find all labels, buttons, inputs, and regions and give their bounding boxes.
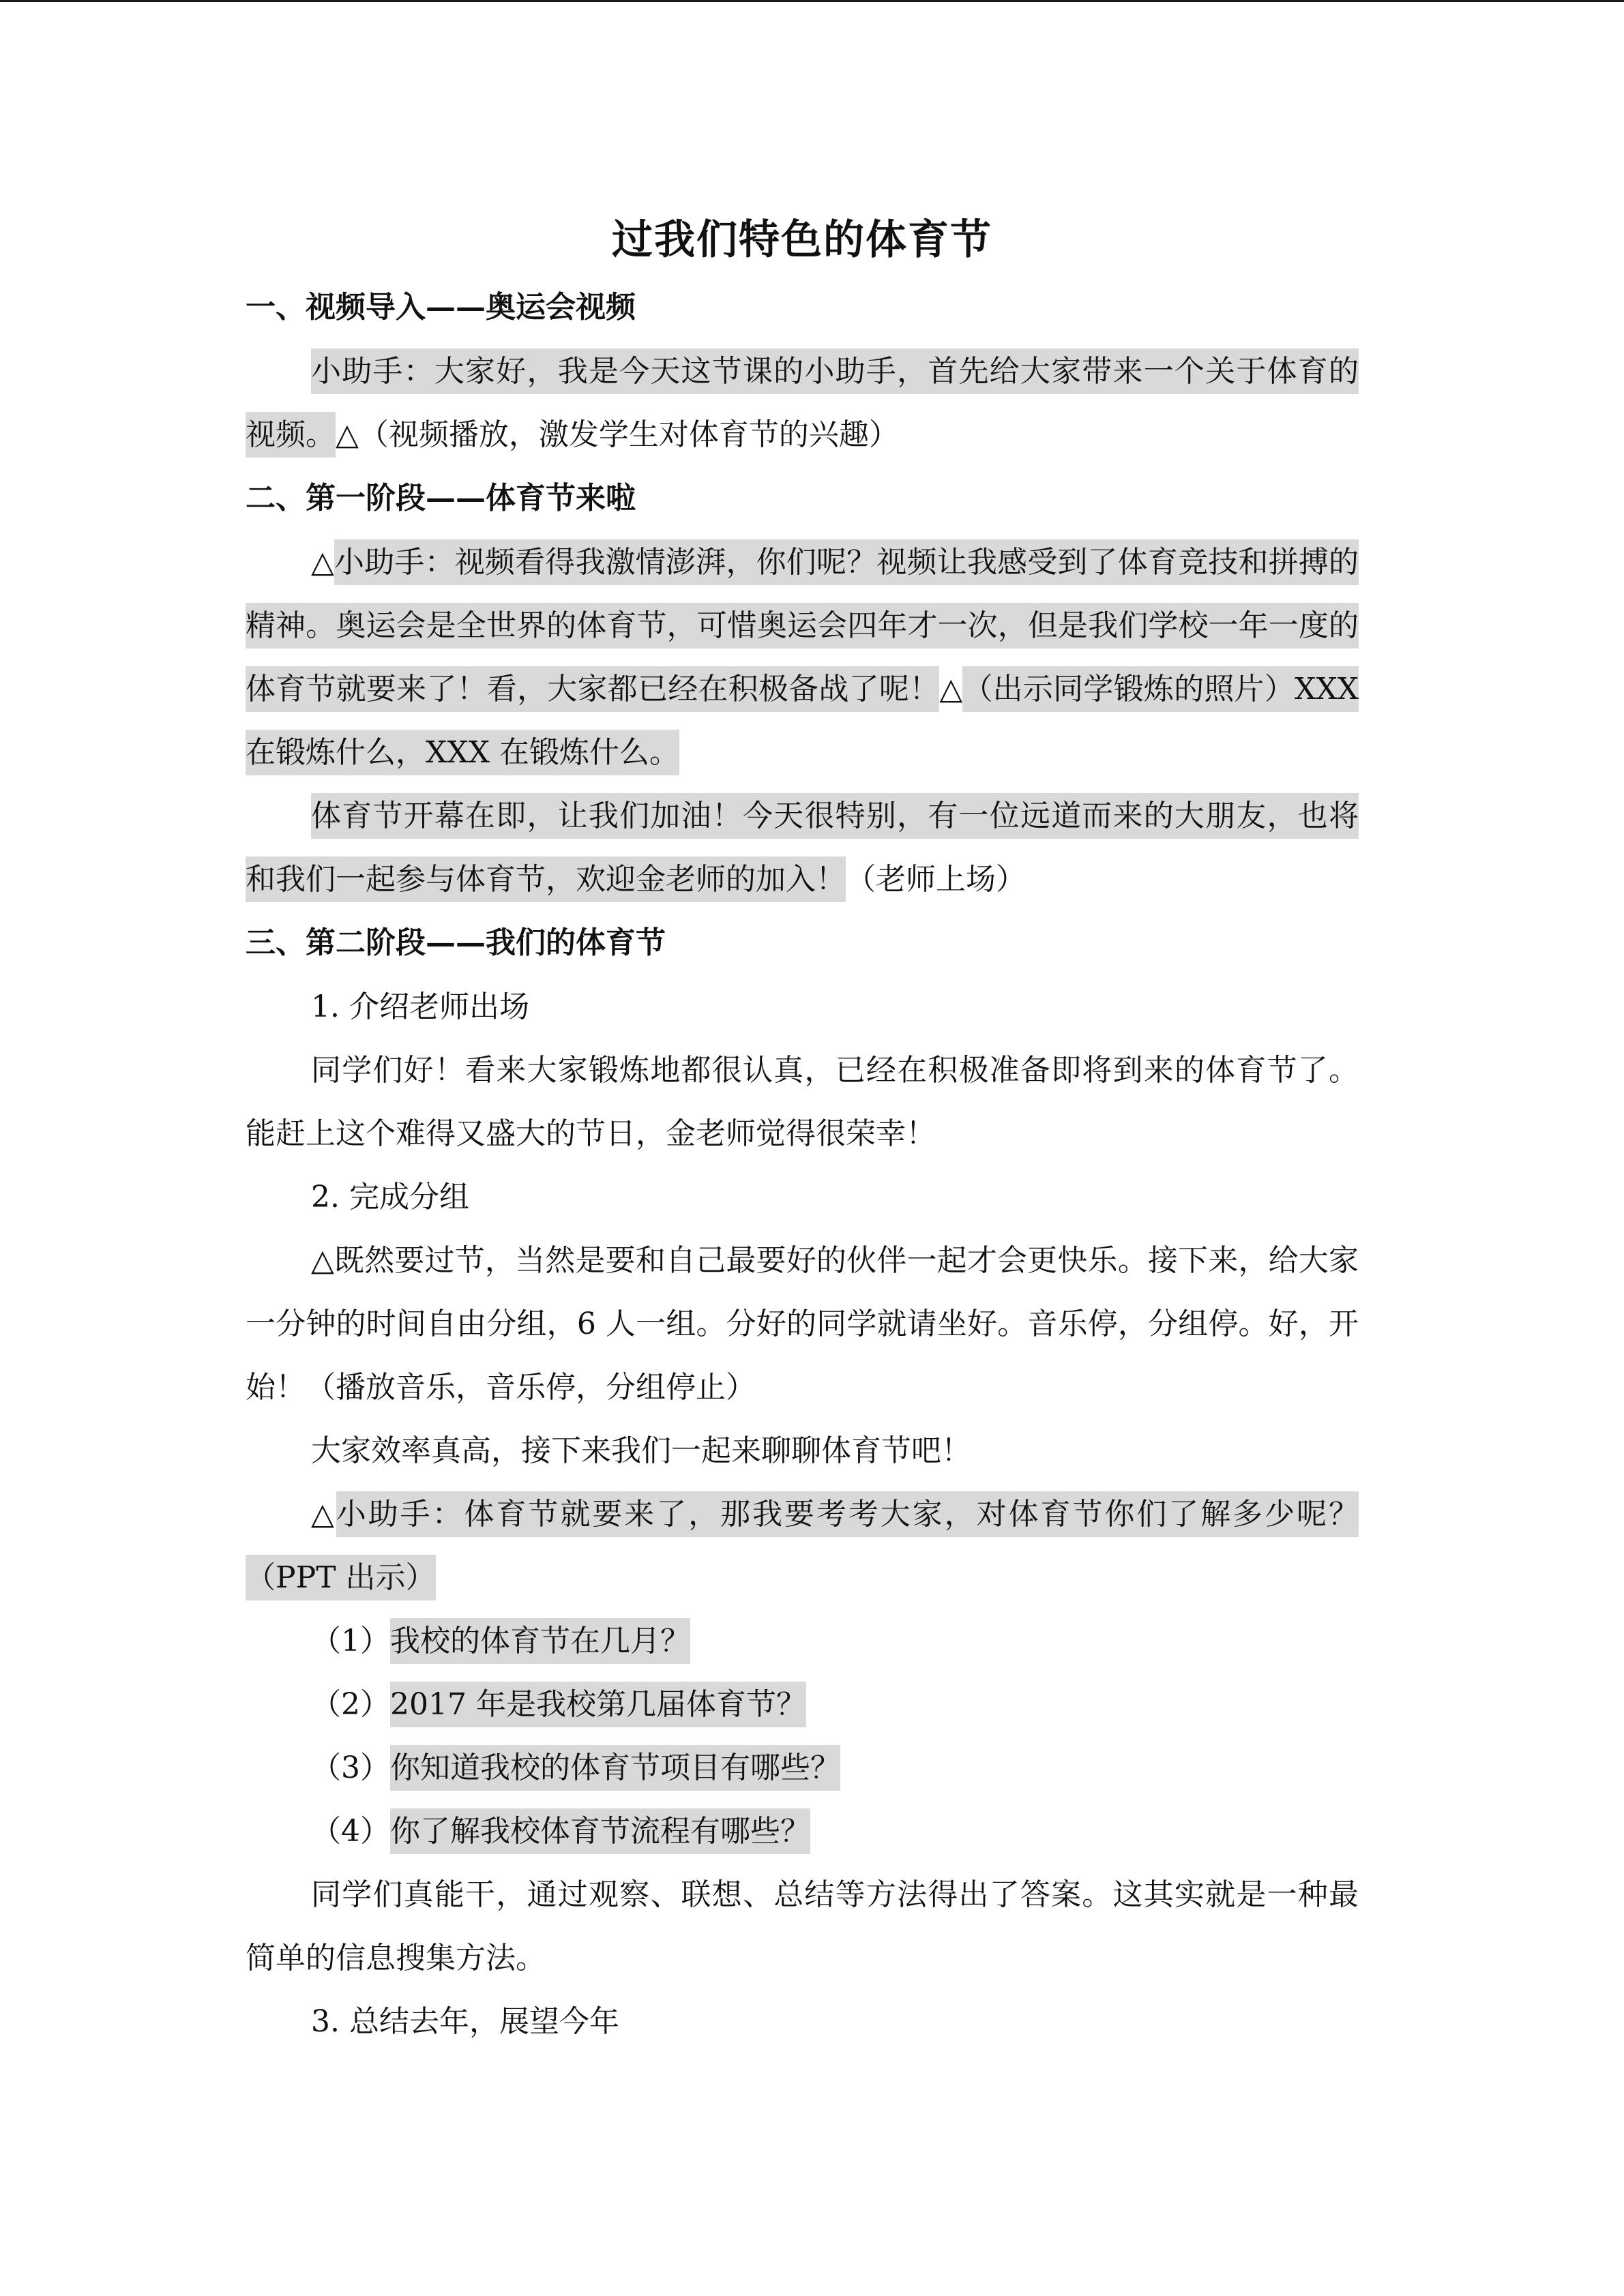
question-3 <box>246 1736 1359 1800</box>
numbered-item-2: 2. 完成分组 <box>311 1180 469 1214</box>
question-2 <box>246 1673 1359 1736</box>
question-text: 你了解我校体育节流程有哪些？ <box>390 1808 810 1854</box>
triangle-marker: △ <box>311 1497 336 1532</box>
numbered-item-1: 1. 介绍老师出场 <box>311 989 529 1024</box>
question-number: （1） <box>311 1624 390 1658</box>
triangle-marker: △ <box>939 672 963 706</box>
question-number: （2） <box>311 1687 390 1722</box>
document-page <box>246 205 1359 2053</box>
question-4 <box>246 1800 1359 1863</box>
highlighted-text: 体育节开幕在即，让我们加油！今天很特别，有一位远道而来的大朋友，也将和我们一起参与体育节，欢迎金老师的加入！ <box>246 793 1359 902</box>
highlighted-text: 小助手：大家好，我是今天这节课的小助手，首先给大家带来一个关于体育的视频。 <box>246 348 1359 458</box>
highlighted-text: 小助手：视频看得我激情澎湃，你们呢？视频让我感受到了体育竞技和拼搏的精神。奥运会是全世界的体育节，可惜奥运会四年才一次，但是我们学校一年一度的体育节就要来了！看，大家都已经在积极备战了呢！ <box>246 539 1359 712</box>
paragraph-video-intro <box>246 340 1359 466</box>
paragraph-grouping: △既然要过节，当然是要和自己最要好的伙伴一起才会更快乐。接下来，给大家一分钟的时间自由分组，6 人一组。分好的同学就请坐好。音乐停，分组停。好，开始！（播放音乐，音乐停，分组停止） <box>246 1243 1359 1405</box>
paragraph-assistant-speech <box>246 531 1359 784</box>
paragraph-teacher-greeting: 同学们好！看来大家锻炼地都很认真，已经在积极准备即将到来的体育节了。能赶上这个难得又盛大的节日，金老师觉得很荣幸！ <box>246 1053 1359 1151</box>
question-text: 我校的体育节在几月？ <box>390 1618 690 1664</box>
question-1 <box>246 1609 1359 1673</box>
question-text: 你知道我校的体育节项目有哪些？ <box>390 1745 840 1791</box>
question-text: 2017 年是我校第几届体育节？ <box>390 1682 806 1727</box>
section-heading-3: 三、第二阶段——我们的体育节 <box>246 925 666 960</box>
stage-direction: △（视频播放，激发学生对体育节的兴趣） <box>336 417 899 452</box>
triangle-marker: △ <box>311 545 335 580</box>
highlighted-text: （出示同学锻炼的照片）XXX 在锻炼什么，XXX 在锻炼什么。 <box>246 666 1359 775</box>
paragraph-efficiency: 大家效率真高，接下来我们一起来聊聊体育节吧！ <box>311 1433 971 1468</box>
question-number: （3） <box>311 1750 390 1785</box>
section-heading-2: 二、第一阶段——体育节来啦 <box>246 481 636 516</box>
top-border-rule <box>0 0 1624 2</box>
paragraph-quiz-intro <box>246 1482 1359 1609</box>
paragraph-opening <box>246 784 1359 911</box>
section-heading-1: 一、视频导入——奥运会视频 <box>246 290 636 325</box>
document-title: 过我们特色的体育节 <box>612 216 992 264</box>
highlighted-text: 小助手：体育节就要来了，那我要考考大家，对体育节你们了解多少呢？（PPT 出示） <box>246 1491 1359 1600</box>
question-number: （4） <box>311 1814 390 1849</box>
paragraph-summary: 同学们真能干，通过观察、联想、总结等方法得出了答案。这其实就是一种最简单的信息搜集方法。 <box>246 1877 1359 1976</box>
numbered-item-3: 3. 总结去年，展望今年 <box>311 2004 619 2039</box>
stage-direction: （老师上场） <box>846 862 1026 897</box>
